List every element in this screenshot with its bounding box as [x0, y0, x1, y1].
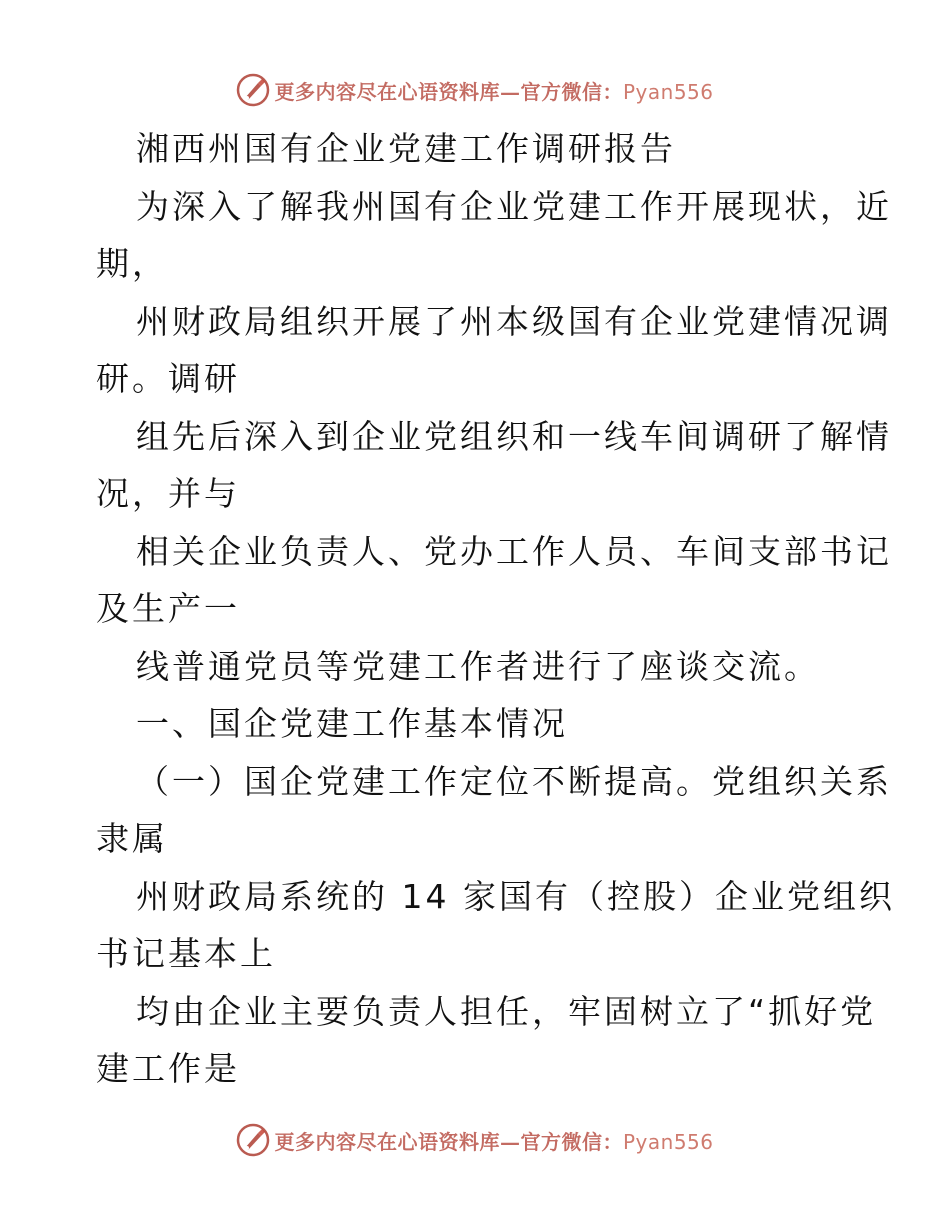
paragraph-line: 均由企业主要负责人担任，牢固树立了“抓好党: [136, 991, 877, 1031]
watermark-separator: —: [499, 1129, 521, 1154]
document-title: 湘西州国有企业党建工作调研报告: [136, 129, 676, 168]
paragraph-line: 州财政局组织开展了州本级国有企业党建情况调: [136, 301, 892, 341]
paragraph-line: 期，: [96, 244, 168, 283]
pen-logo-icon: [236, 73, 270, 107]
paragraph-line: 隶属: [96, 819, 168, 858]
footer-watermark: [0, 1120, 950, 1160]
paragraph-line: 相关企业负责人、党办工作人员、车间支部书记: [136, 531, 892, 571]
subsection-heading: （一）国企党建工作定位不断提高。党组织关系: [136, 761, 892, 801]
watermark-wechat-id: Pyan556: [622, 1129, 714, 1154]
watermark-text: [274, 76, 713, 105]
header-watermark: [0, 70, 950, 110]
paragraph-line: 线普通党员等党建工作者进行了座谈交流。: [136, 646, 820, 686]
watermark-site: 更多内容尽在心语资料库: [274, 1129, 500, 1154]
paragraph-line: 书记基本上: [96, 934, 276, 973]
pen-logo-icon: [236, 1123, 270, 1157]
paragraph-line: 建工作是: [96, 1049, 240, 1088]
watermark-wechat-id: Pyan556: [622, 79, 714, 104]
paragraph-line: 为深入了解我州国有企业党建工作开展现状，近: [136, 186, 892, 226]
watermark-separator: —: [499, 79, 521, 104]
paragraph-line: 及生产一: [96, 589, 240, 628]
paragraph-line: 组先后深入到企业党组织和一线车间调研了解情: [136, 416, 892, 456]
watermark-wechat-label: 官方微信：: [520, 79, 623, 104]
watermark-wechat-label: 官方微信：: [520, 1129, 623, 1154]
section-heading: 一、国企党建工作基本情况: [136, 704, 568, 743]
watermark-site: 更多内容尽在心语资料库: [274, 79, 500, 104]
paragraph-line: 况，并与: [96, 474, 240, 513]
watermark-text: [274, 1126, 713, 1155]
paragraph-line: 研。调研: [96, 359, 240, 398]
paragraph-line: 州财政局系统的 14 家国有（控股）企业党组织: [136, 876, 895, 916]
document-body: [96, 120, 895, 1098]
